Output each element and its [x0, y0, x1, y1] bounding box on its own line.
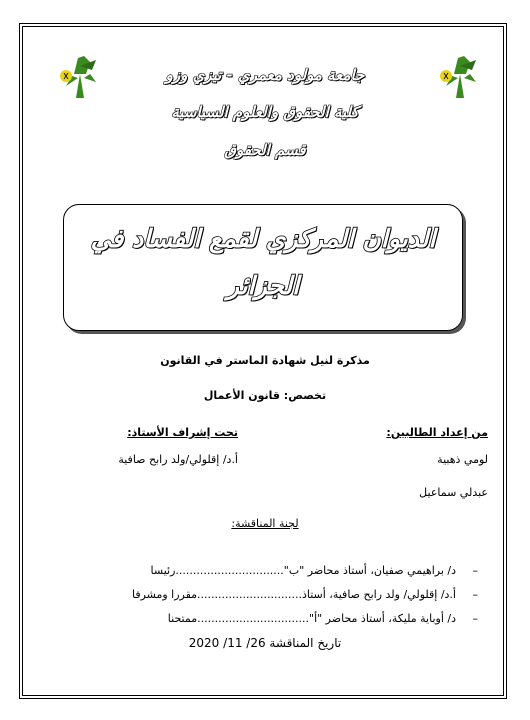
- university-name: جامعة مولود معمري - تيزي وزو: [165, 66, 365, 84]
- student-name: عبدلي سماعيل: [419, 486, 488, 499]
- committee-label: لجنة المناقشة:: [231, 517, 299, 530]
- list-bullet: –: [472, 564, 478, 577]
- supervision-label: تحت إشراف الأستاذ:: [127, 426, 238, 439]
- department-name: قسم الحقوق: [224, 141, 306, 159]
- specialty: تخصص: قانون الأعمال: [203, 389, 327, 402]
- memo-description: مذكرة لنيل شهادة الماستر في القانون: [160, 354, 370, 367]
- committee-member: د/ براهيمي صفيان، أستاذ محاضر "ب"...............................رئيسا: [150, 564, 456, 577]
- student-name: لومي ذهبية: [437, 453, 488, 466]
- committee-member: أ.د/ إقلولي/ ولد رابح صافية، أستاذ..............................مقررا ومشرفا: [131, 588, 456, 601]
- university-logo: [436, 52, 486, 102]
- prepared-by-label: من إعداد الطالبين:: [386, 426, 488, 439]
- supervisor-name: أ.د/ إقلولي/ولد رابح صافية: [118, 453, 238, 466]
- list-bullet: –: [472, 588, 478, 601]
- list-bullet: –: [472, 612, 478, 625]
- university-logo: [56, 52, 106, 102]
- committee-member: د/ أوباية مليكة، أستاذ محاضر "أ"................................ممتحنا: [167, 612, 456, 625]
- faculty-name: كلية الحقوق والعلوم السياسية: [171, 103, 359, 121]
- defense-date: تاريخ المناقشة 26/ 11/ 2020: [188, 636, 342, 650]
- thesis-title: الديوان المركزي لقمع الفساد في الجزائر: [90, 224, 436, 300]
